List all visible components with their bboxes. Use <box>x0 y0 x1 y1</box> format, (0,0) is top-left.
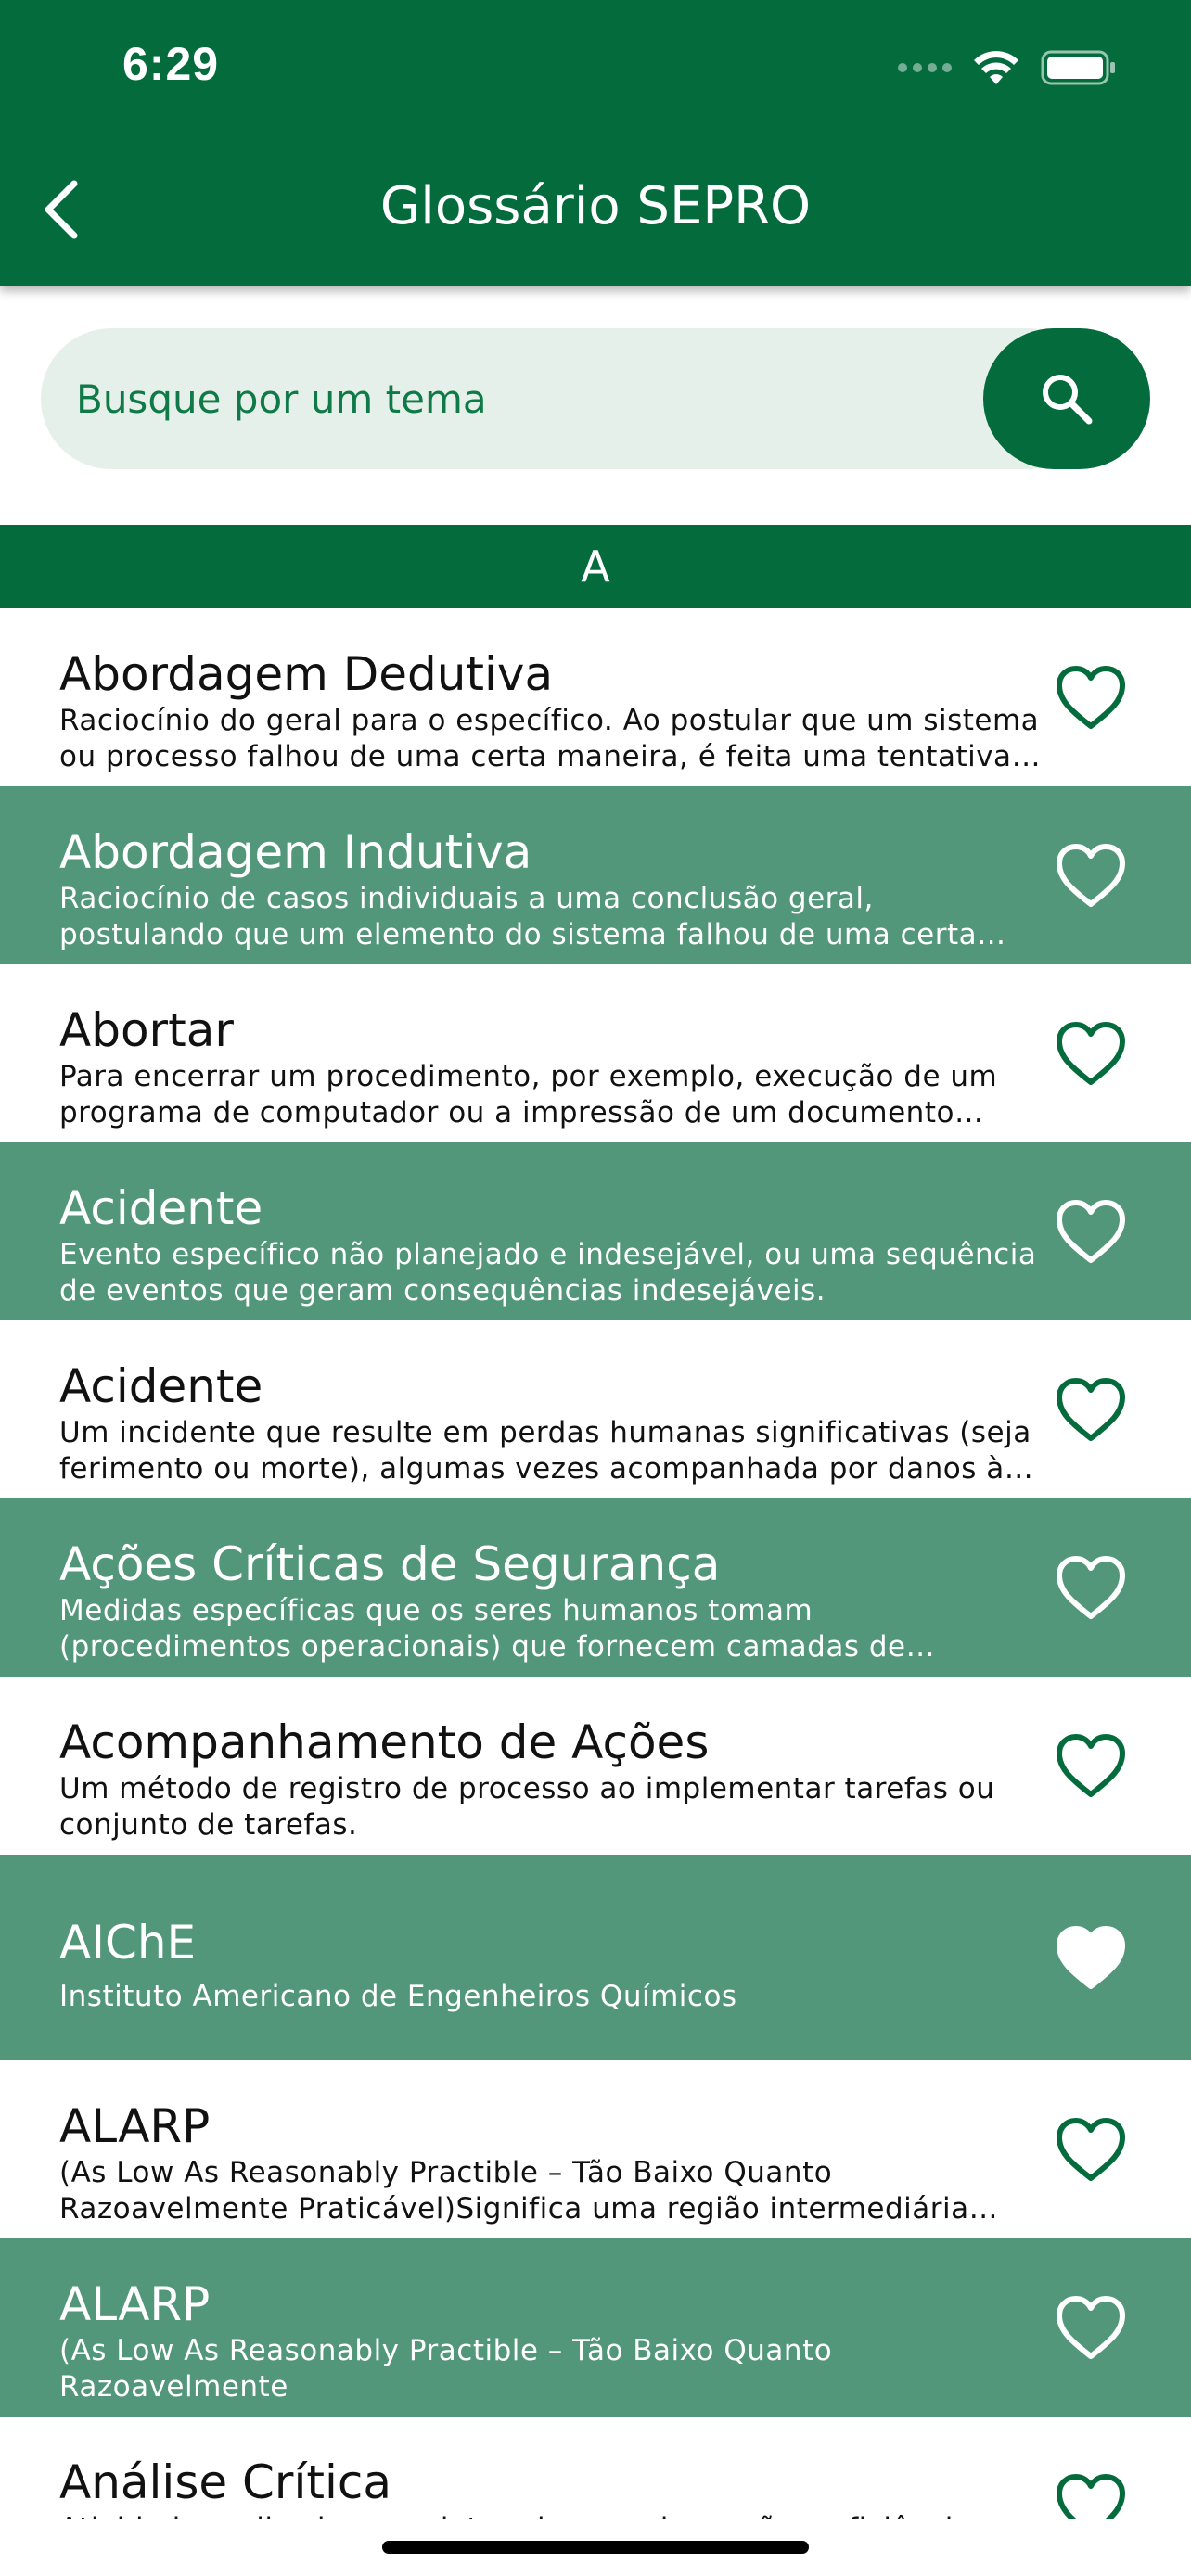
glossary-list <box>0 608 1191 2576</box>
section-letter: A <box>581 542 610 592</box>
item-title: ALARP <box>59 2099 211 2153</box>
item-title: ALARP <box>59 2277 211 2331</box>
page-title: Glossário SEPRO <box>379 176 812 236</box>
search-bar <box>41 328 1150 469</box>
status-icons <box>898 45 1117 91</box>
wifi-icon <box>972 49 1020 86</box>
favorite-button[interactable] <box>1054 664 1128 731</box>
list-item[interactable] <box>0 2060 1191 2238</box>
list-item[interactable] <box>0 1142 1191 1320</box>
list-item[interactable] <box>0 786 1191 964</box>
item-description: Instituto Americano de Engenheiros Químicos <box>59 1980 737 2013</box>
favorite-button[interactable] <box>1054 1198 1128 1265</box>
item-title: Acidente <box>59 1359 263 1413</box>
home-indicator[interactable] <box>382 2541 809 2554</box>
favorite-button[interactable] <box>1054 2116 1128 2183</box>
heart-outline-icon <box>1054 2294 1128 2361</box>
status-time: 6:29 <box>122 38 220 90</box>
item-description: (As Low As Reasonably Practible – Tão Baixo Quanto Razoavelmente <box>59 2334 833 2404</box>
item-title: Análise Crítica <box>59 2455 392 2509</box>
list-item[interactable] <box>0 1677 1191 1855</box>
list-item[interactable] <box>0 2238 1191 2417</box>
heart-outline-icon <box>1054 1554 1128 1621</box>
list-item[interactable] <box>0 1855 1191 2060</box>
heart-outline-icon <box>1054 1020 1128 1087</box>
item-description: Evento específico não planejado e indesejável, ou uma sequência de eventos que geram consequências indesejáveis. <box>59 1238 1037 1307</box>
favorite-button[interactable] <box>1054 1924 1128 1991</box>
heart-outline-icon <box>1054 1376 1128 1443</box>
favorite-button[interactable] <box>1054 1554 1128 1621</box>
item-description: Raciocínio do geral para o específico. Ao postular que um sistema ou processo falhou de uma certa maneira, é feita uma tentativa <box>59 704 1040 773</box>
list-item[interactable] <box>0 964 1191 1142</box>
search-input[interactable] <box>41 328 1098 469</box>
item-description: Raciocínio de casos individuais a uma conclusão geral, postulando que um elemento do sistema falhou de uma certa <box>59 882 978 951</box>
search-placeholder: Busque por um tema <box>76 376 487 422</box>
battery-icon <box>1041 49 1117 86</box>
heart-filled-icon <box>1054 1924 1128 1991</box>
item-title: Abortar <box>59 1003 234 1057</box>
search-icon <box>1037 369 1096 428</box>
list-item[interactable] <box>0 608 1191 786</box>
favorite-button[interactable] <box>1054 1020 1128 1087</box>
item-description: Um método de registro de processo ao implementar tarefas ou conjunto de tarefas. <box>59 1772 995 1842</box>
item-title: Abordagem Dedutiva <box>59 647 554 701</box>
item-title: Ações Críticas de Segurança <box>59 1537 721 1591</box>
search-button[interactable] <box>983 328 1150 469</box>
item-description: Para encerrar um procedimento, por exemplo, execução de um programa de computador ou a impressão de um documento <box>59 1060 998 1129</box>
list-item[interactable] <box>0 1498 1191 1677</box>
item-title: AIChE <box>59 1916 197 1970</box>
favorite-button[interactable] <box>1054 842 1128 909</box>
heart-outline-icon <box>1054 1198 1128 1265</box>
item-description: (As Low As Reasonably Practible – Tão Baixo Quanto Razoavelmente Praticável)Significa uma região intermediária <box>59 2156 969 2225</box>
app-header <box>0 0 1191 286</box>
heart-outline-icon <box>1054 664 1128 731</box>
item-description: Medidas específicas que os seres humanos tomam (procedimentos operacionais) que fornecem camadas de <box>59 1594 906 1664</box>
item-title: Acidente <box>59 1181 263 1235</box>
item-title: Acompanhamento de Ações <box>59 1715 710 1769</box>
cellular-signal-icon <box>898 63 952 72</box>
favorite-button[interactable] <box>1054 1376 1128 1443</box>
heart-outline-icon <box>1054 1732 1128 1799</box>
list-item[interactable] <box>0 1320 1191 1498</box>
favorite-button[interactable] <box>1054 1732 1128 1799</box>
favorite-button[interactable] <box>1054 2294 1128 2361</box>
item-description: Um incidente que resulte em perdas humanas significativas (seja ferimento ou morte), algumas vezes acompanhada por danos à <box>59 1416 1031 1486</box>
section-header <box>0 525 1191 608</box>
heart-outline-icon <box>1054 842 1128 909</box>
item-title: Abordagem Indutiva <box>59 825 532 879</box>
heart-outline-icon <box>1054 2116 1128 2183</box>
